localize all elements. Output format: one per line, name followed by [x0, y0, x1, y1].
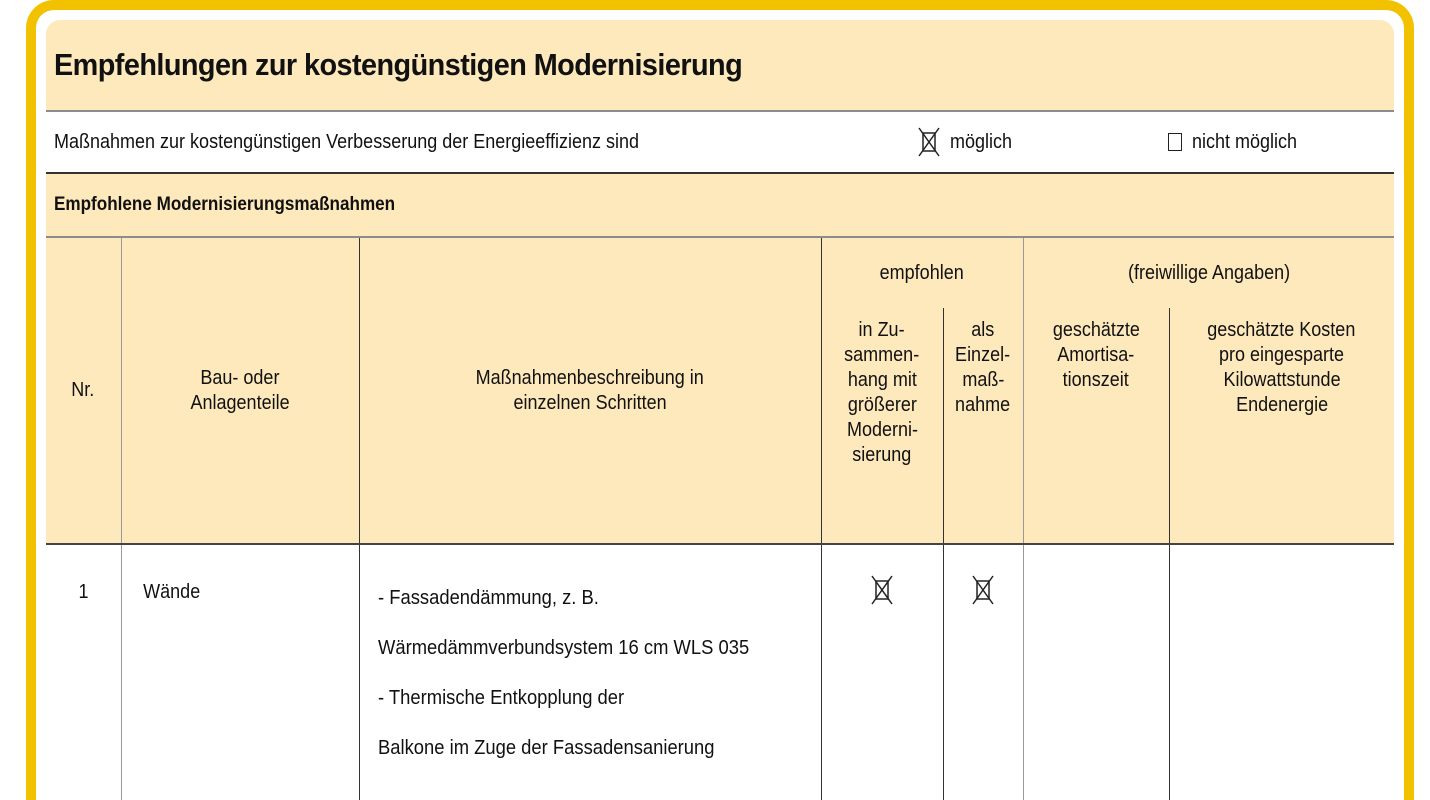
checked-checkbox-icon[interactable]: [871, 575, 893, 605]
row-amortisation[interactable]: [1023, 544, 1169, 800]
possibility-statement: Maßnahmen zur kostengünstigen Verbesserung der Energieeffizienz sind: [54, 130, 640, 153]
unchecked-checkbox-icon[interactable]: [1168, 133, 1182, 151]
row-part: Wände: [121, 544, 359, 800]
option-not-possible-label: nicht möglich: [1192, 130, 1298, 153]
option-not-possible[interactable]: [1168, 131, 1309, 154]
description-line: Wärmedämmverbundsystem 16 cm WLS 035: [377, 637, 749, 659]
header-amortisation: geschätzte Amortisa- tionszeit: [1023, 308, 1169, 544]
header-combined: in Zu- sammen- hang mit größerer Moderni- sierung: [821, 308, 943, 544]
header-recommended-group: empfohlen: [821, 238, 1023, 308]
section-title: Empfehlungen zur kostengünstigen Modernisierung: [54, 47, 743, 82]
header-description: Maßnahmenbeschreibung in einzelnen Schritten: [359, 238, 821, 544]
row-single-check[interactable]: [943, 544, 1023, 800]
row-nr: 1: [46, 544, 121, 800]
header-voluntary-group: (freiwillige Angaben): [1023, 238, 1394, 308]
row-description: [359, 544, 821, 800]
table-row: [46, 544, 1394, 800]
subsection-bar: [46, 174, 1394, 238]
option-possible-label: möglich: [950, 130, 1013, 153]
measures-table: [46, 238, 1394, 800]
description-line: - Fassadendämmung, z. B.: [377, 587, 599, 609]
section-title-bar: [46, 20, 1394, 112]
form-frame: [26, 0, 1414, 800]
row-cost[interactable]: [1169, 544, 1394, 800]
possibility-row: [46, 112, 1394, 174]
option-possible[interactable]: [918, 127, 1019, 157]
checked-checkbox-icon[interactable]: [918, 127, 940, 157]
description-line: - Thermische Entkopplung der: [377, 687, 624, 709]
header-cost: geschätzte Kosten pro eingesparte Kilowattstunde Endenergie: [1169, 308, 1394, 544]
row-combined-check[interactable]: [821, 544, 943, 800]
description-line: Balkone im Zuge der Fassadensanierung: [377, 737, 715, 759]
header-part: Bau- oder Anlagenteile: [121, 238, 359, 544]
header-single: als Einzel- maß- nahme: [943, 308, 1023, 544]
subsection-title: Empfohlene Modernisierungsmaßnahmen: [54, 194, 396, 215]
form-inner: [46, 20, 1394, 800]
header-nr: Nr.: [46, 238, 121, 544]
checked-checkbox-icon[interactable]: [972, 575, 994, 605]
